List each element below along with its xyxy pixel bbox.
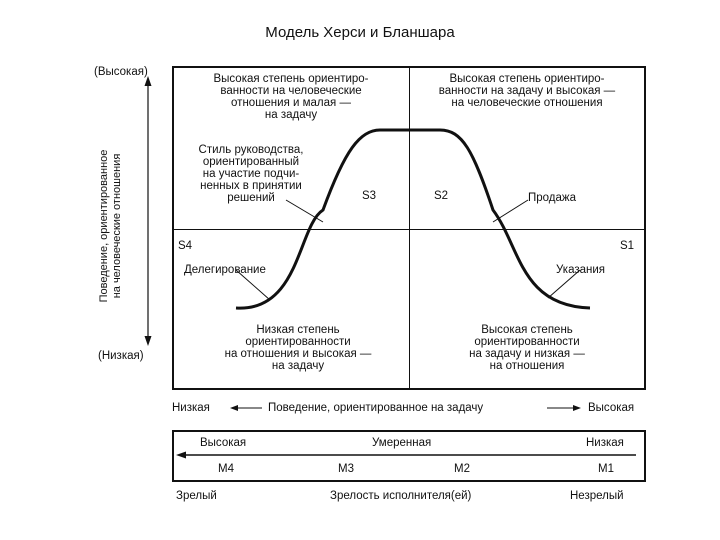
quadrant-top-left-text <box>176 73 406 121</box>
maturity-code-m2: M2 <box>454 463 470 475</box>
style-note-line: ориентированный <box>202 156 300 168</box>
quadrant-bottom-left-line: на отношения и высокая — <box>224 348 372 360</box>
quadrant-top-right-line: на человеческие отношения <box>451 97 603 109</box>
style-s1-label: S1 <box>620 240 635 252</box>
y-axis-arrow-down <box>145 336 152 346</box>
style-note-line: ненных в принятии <box>200 180 302 192</box>
quadrant-bottom-left-line: Низкая степень <box>256 324 340 336</box>
maturity-mature-label: Зрелый <box>176 490 217 502</box>
x-axis-title: Поведение, ориентированное на задачу <box>268 402 484 414</box>
quadrant-bottom-left-line: ориентированности <box>245 336 351 348</box>
style-note-line: решений <box>227 192 275 204</box>
maturity-title: Зрелость исполнителя(ей) <box>330 490 472 502</box>
quadrant-top-left-line: на задачу <box>264 109 318 121</box>
quadrant-bottom-left-line: на задачу <box>271 360 325 372</box>
quadrant-top-left-line: отношения и малая — <box>231 97 351 109</box>
y-axis-title-line1: Поведение, ориентированное <box>98 149 110 303</box>
participating-style-note <box>176 144 326 204</box>
style-note-line: на участие подчи- <box>202 168 300 180</box>
quadrant-top-left-line: ванности на человеческие <box>220 85 362 97</box>
style-s2-label: S2 <box>434 190 449 202</box>
quadrant-bottom-right-line: ориентированности <box>474 336 580 348</box>
selling-label: Продажа <box>528 192 576 204</box>
maturity-code-m1: M1 <box>598 463 614 475</box>
maturity-level-low: Низкая <box>586 437 624 449</box>
quadrant-top-right-line: Высокая степень ориентиро- <box>449 73 605 85</box>
quadrant-bottom-right-line: на задачу и низкая — <box>469 348 585 360</box>
quadrant-bottom-right-line: Высокая степень <box>481 324 573 336</box>
maturity-level-high: Высокая <box>200 437 247 449</box>
y-axis-title-line2: на человеческие отношения <box>111 153 123 299</box>
x-axis-high-label: Высокая <box>588 402 635 414</box>
style-s3-label: S3 <box>362 190 377 202</box>
maturity-code-m3: M3 <box>338 463 354 475</box>
maturity-level-moderate: Умеренная <box>372 437 432 449</box>
quadrant-bottom-left-text <box>192 324 404 372</box>
delegating-label: Делегирование <box>184 264 266 276</box>
selling-pointer <box>493 200 528 222</box>
telling-label: Указания <box>556 264 606 276</box>
x-axis-arrow-right <box>573 405 581 411</box>
maturity-immature-label: Незрелый <box>570 490 624 502</box>
x-axis-arrow-left <box>230 405 238 411</box>
y-axis-low-label: (Низкая) <box>98 350 144 362</box>
maturity-code-m4: M4 <box>218 463 234 475</box>
y-axis-arrow-up <box>145 76 152 86</box>
quadrant-top-right-line: ванности на задачу и высокая — <box>438 85 616 97</box>
quadrant-top-left-line: Высокая степень ориентиро- <box>213 73 369 85</box>
quadrant-bottom-right-line: на отношения <box>489 360 565 372</box>
style-s4-label: S4 <box>178 240 193 252</box>
x-axis-low-label: Низкая <box>172 402 210 414</box>
style-note-line: Стиль руководства, <box>198 144 304 156</box>
quadrant-bottom-right-text <box>412 324 642 372</box>
quadrant-top-right-text <box>412 73 642 109</box>
diagram-title: Модель Херси и Бланшара <box>265 24 455 41</box>
y-axis-high-label: (Высокая) <box>94 66 148 78</box>
